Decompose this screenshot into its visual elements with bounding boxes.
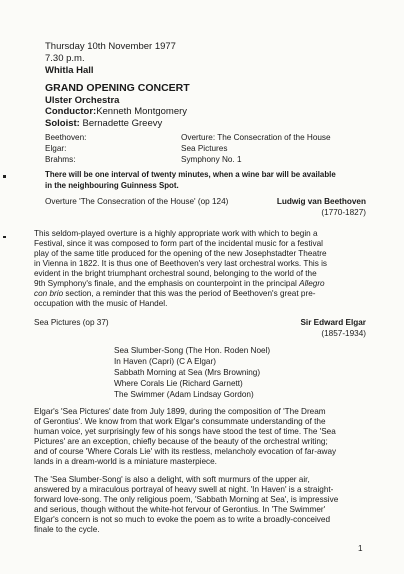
beethoven-para-line: Festival, since it was composed to form part of the incidental music for a festival (34, 239, 323, 248)
elgar-para2-line: finale to the cycle. (34, 525, 100, 534)
concert-time: 7.30 p.m. (45, 53, 85, 64)
programme-work: Overture: The Consecration of the House (181, 133, 331, 142)
beethoven-para-line (34, 289, 315, 299)
elgar-dates: (1857-1934) (321, 329, 366, 338)
beethoven-heading: Overture 'The Consecration of the House' (op 124) (45, 197, 229, 206)
elgar-para1-line: and of course 'Where Corals Lie' with its restless, melancholy evocation of far-away (34, 447, 337, 456)
orchestra-name: Ulster Orchestra (45, 95, 120, 106)
elgar-para1-line: Elgar's 'Sea Pictures' date from July 1899, during the composition of 'The Dream (34, 407, 326, 416)
soloist-line (45, 118, 162, 130)
soloist-name: Bernadette Greevy (82, 118, 163, 129)
song-item: Sabbath Morning at Sea (Mrs Browning) (114, 368, 261, 377)
programme-composer: Beethoven: (45, 133, 87, 142)
programme-composer: Brahms: (45, 155, 76, 164)
programme-work: Sea Pictures (181, 144, 228, 153)
italic-term: Allegro (299, 279, 325, 288)
programme-work: Symphony No. 1 (181, 155, 242, 164)
beethoven-dates: (1770-1827) (321, 208, 366, 217)
interval-notice-line: There will be one interval of twenty minutes, when a wine bar will be available (45, 170, 336, 179)
beethoven-para-line: in Vienna in 1822. It is thus one of Beethoven's very last orchestral works. This is (34, 259, 327, 268)
beethoven-para-line-with-italic (34, 279, 325, 289)
song-item: Sea Slumber-Song (The Hon. Roden Noel) (114, 346, 271, 355)
beethoven-para-text: section, a reminder that this was the period of Beethoven's great pre- (63, 289, 316, 298)
programme-composer: Elgar: (45, 144, 67, 153)
elgar-para1-line: Pictures' are an exception, chiefly because of the beauty of the orchestral writing; (34, 437, 328, 446)
beethoven-composer: Ludwig van Beethoven (276, 197, 366, 206)
elgar-heading: Sea Pictures (op 37) (34, 318, 109, 327)
elgar-composer: Sir Edward Elgar (300, 318, 366, 327)
conductor-label: Conductor: (45, 106, 97, 117)
beethoven-para-line: evident in the bright triumphant orchestral sound, belonging to the world of the (34, 269, 317, 278)
elgar-para2-line: forward love-song. The only religious poem, 'Sabbath Morning at Sea', is impressive (34, 495, 339, 504)
song-item: Where Corals Lie (Richard Garnett) (114, 379, 243, 388)
conductor-name: Kenneth Montgomery (96, 106, 188, 117)
beethoven-para-line: occupation with the music of Handel. (34, 299, 168, 308)
concert-date: Thursday 10th November 1977 (45, 41, 176, 52)
elgar-para2-line: The 'Sea Slumber-Song' is also a delight, with soft murmurs of the upper air, (34, 475, 310, 484)
concert-title: GRAND OPENING CONCERT (45, 82, 190, 94)
beethoven-para-line: This seldom-played overture is a highly appropriate work with which to begin a (34, 229, 318, 238)
conductor-line (45, 106, 187, 118)
song-item: The Swimmer (Adam Lindsay Gordon) (114, 390, 254, 399)
concert-venue: Whitla Hall (45, 65, 94, 76)
beethoven-para-line: play of the same title produced for the opening of the new Josephstadter Theatre (34, 249, 327, 258)
elgar-para2-line: Elgar's concern is not so much to evoke the poem as to write a broadly-conceived (34, 515, 331, 524)
elgar-para2-line: and serious, though without the white-hot fervour of Gerontius. In 'The Swimmer' (34, 505, 326, 514)
page-number: 1 (358, 544, 363, 553)
margin-mark (3, 236, 6, 238)
song-item: In Haven (Capri) (C A Elgar) (114, 357, 216, 366)
interval-notice-line: in the neighbouring Guinness Spot. (45, 181, 179, 190)
elgar-para1-line: human voice, yet surprisingly few of his songs have stood the test of time. The 'Sea (34, 427, 336, 436)
elgar-para2-line: answered by a miraculous portrayal of heavy swell at night. 'In Haven' is a straight- (34, 485, 334, 494)
elgar-para1-line: of Gerontius'. We know from that work Elgar's consummate understanding of the (34, 417, 326, 426)
soloist-label: Soloist: (45, 118, 80, 129)
beethoven-para-text: 9th Symphony's finale, and the emphasis on counterpoint in the principal (34, 279, 297, 288)
italic-term: con brio (34, 289, 64, 298)
margin-mark (3, 175, 6, 178)
elgar-para1-line: lands in a dream-world is a miniature masterpiece. (34, 457, 217, 466)
